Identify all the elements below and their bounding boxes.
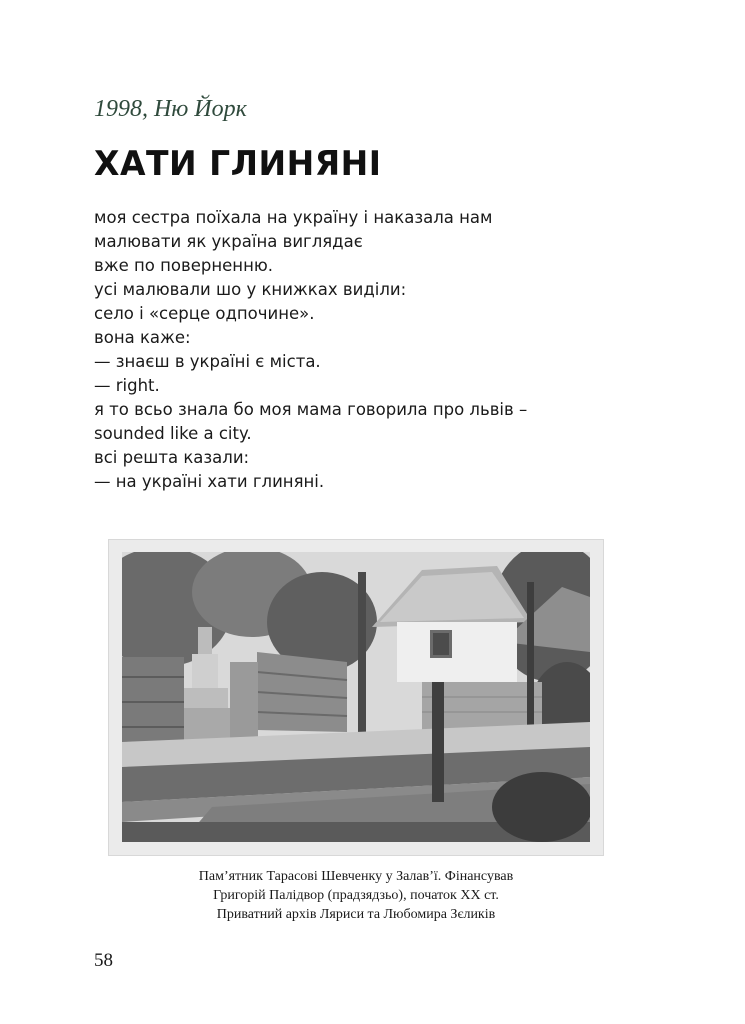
poem-line: sounded like a city. — [94, 424, 252, 443]
poem-line: моя сестра поїхала на україну і наказала нам — [94, 208, 493, 227]
poem-title: ХАТИ ГЛИНЯНІ — [94, 143, 382, 184]
poem-line: всі решта казали: — [94, 448, 250, 467]
archival-photo — [122, 552, 590, 842]
poem-line: — right. — [94, 376, 160, 395]
poem-line: усі малювали шо у книжках виділи: — [94, 280, 407, 299]
poem-line: вона каже: — [94, 328, 191, 347]
page-number: 58 — [94, 950, 113, 971]
dateline: 1998, Ню Йорк — [94, 96, 247, 122]
poem-line: село і «серце одпочине». — [94, 304, 315, 323]
caption-line: Пам’ятник Тарасові Шевченку у Залав’ї. Фінансував — [198, 869, 514, 884]
poem-line: малювати як україна виглядає — [94, 232, 363, 251]
poem-line: вже по поверненню. — [94, 256, 273, 275]
caption-line: Приватний архів Ляриси та Любомира Зєликів — [216, 907, 496, 922]
poem-line: — знаєш в україні є міста. — [94, 352, 321, 371]
poem-line: я то всьо знала бо моя мама говорила про львів – — [94, 400, 528, 419]
photo-caption — [108, 867, 604, 924]
poem-line: — на україні хати глиняні. — [94, 472, 325, 491]
photo-frame — [108, 539, 604, 856]
poem-body — [94, 206, 654, 494]
caption-line: Григорій Палідвор (прадзядзьо), початок XX ст. — [213, 888, 499, 903]
